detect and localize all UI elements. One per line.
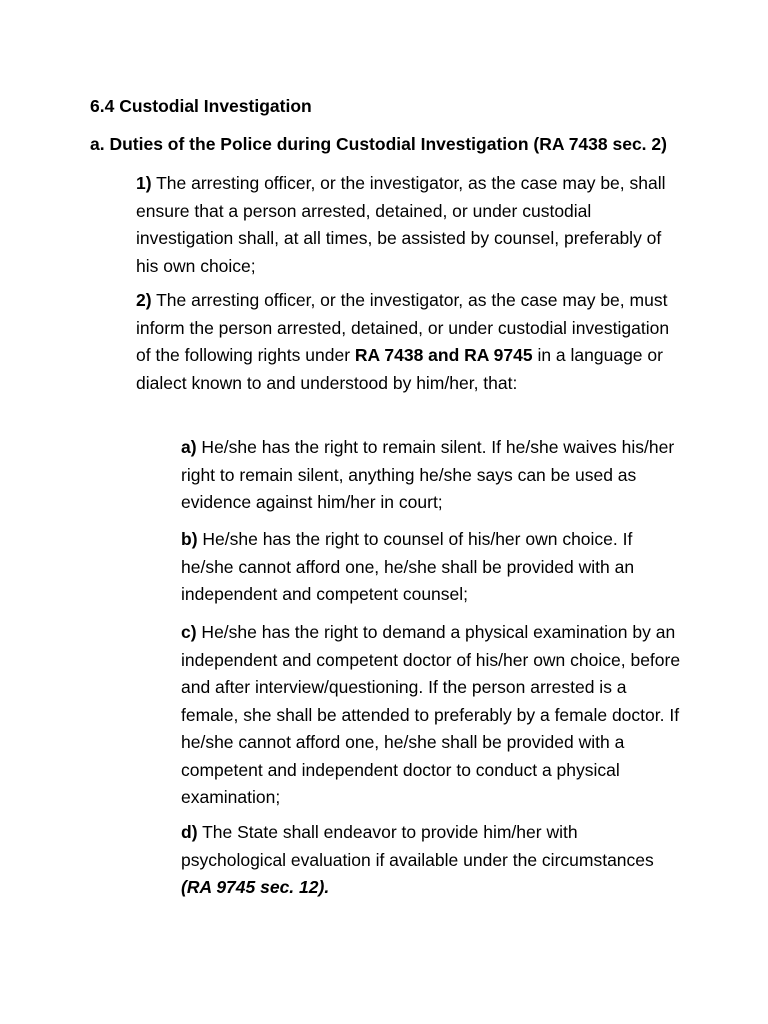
lettered-item-a — [181, 434, 681, 517]
item-text: The arresting officer, or the investigator, as the case may be, shall ensure that a person arrested, detained, or under custodial investigation shall, at all times, be assisted by counsel, preferably of his own choice; — [136, 173, 666, 276]
item-label: b) — [181, 529, 198, 549]
item-text: The State shall endeavor to provide him/her with psychological evaluation if available under the circumstances — [181, 822, 654, 870]
item-text: He/she has the right to counsel of his/her own choice. If he/she cannot afford one, he/she shall be provided with an independent and competent counsel; — [181, 529, 635, 604]
numbered-item-1 — [136, 170, 681, 280]
law-reference: RA 7438 and RA 9745 — [354, 345, 533, 365]
item-text: He/she has the right to remain silent. If he/she waives his/her right to remain silent, anything he/she says can be used as evidence against him/her in court; — [181, 437, 675, 512]
item-label: 1) — [136, 173, 152, 193]
section-heading: 6.4 Custodial Investigation — [90, 96, 312, 116]
lettered-item-c — [181, 619, 681, 812]
item-text: The arresting officer, or the investigator, as the case may be, must inform the person arrested, detained, or under custodial investigation of the following rights under — [136, 290, 670, 365]
lettered-item-d — [181, 819, 681, 902]
item-label: c) — [181, 622, 197, 642]
numbered-item-2 — [136, 287, 681, 397]
lettered-item-b — [181, 526, 681, 609]
item-label: 2) — [136, 290, 152, 310]
law-citation: (RA 9745 sec. 12). — [181, 877, 330, 897]
item-text-continued: in a language or dialect known to and understood by him/her, that: — [136, 345, 663, 393]
item-label: d) — [181, 822, 198, 842]
item-label: a) — [181, 437, 197, 457]
item-text: He/she has the right to demand a physical examination by an independent and competent doctor of his/her own choice, before and after interview/questioning. If the person arrested is a female, she shall be attended to preferably by a female doctor. If he/she cannot afford one, he/she shall be provided with a competent and independent doctor to conduct a physical examination; — [181, 622, 681, 807]
subsection-heading: a. Duties of the Police during Custodial Investigation (RA 7438 sec. 2) — [90, 134, 667, 154]
